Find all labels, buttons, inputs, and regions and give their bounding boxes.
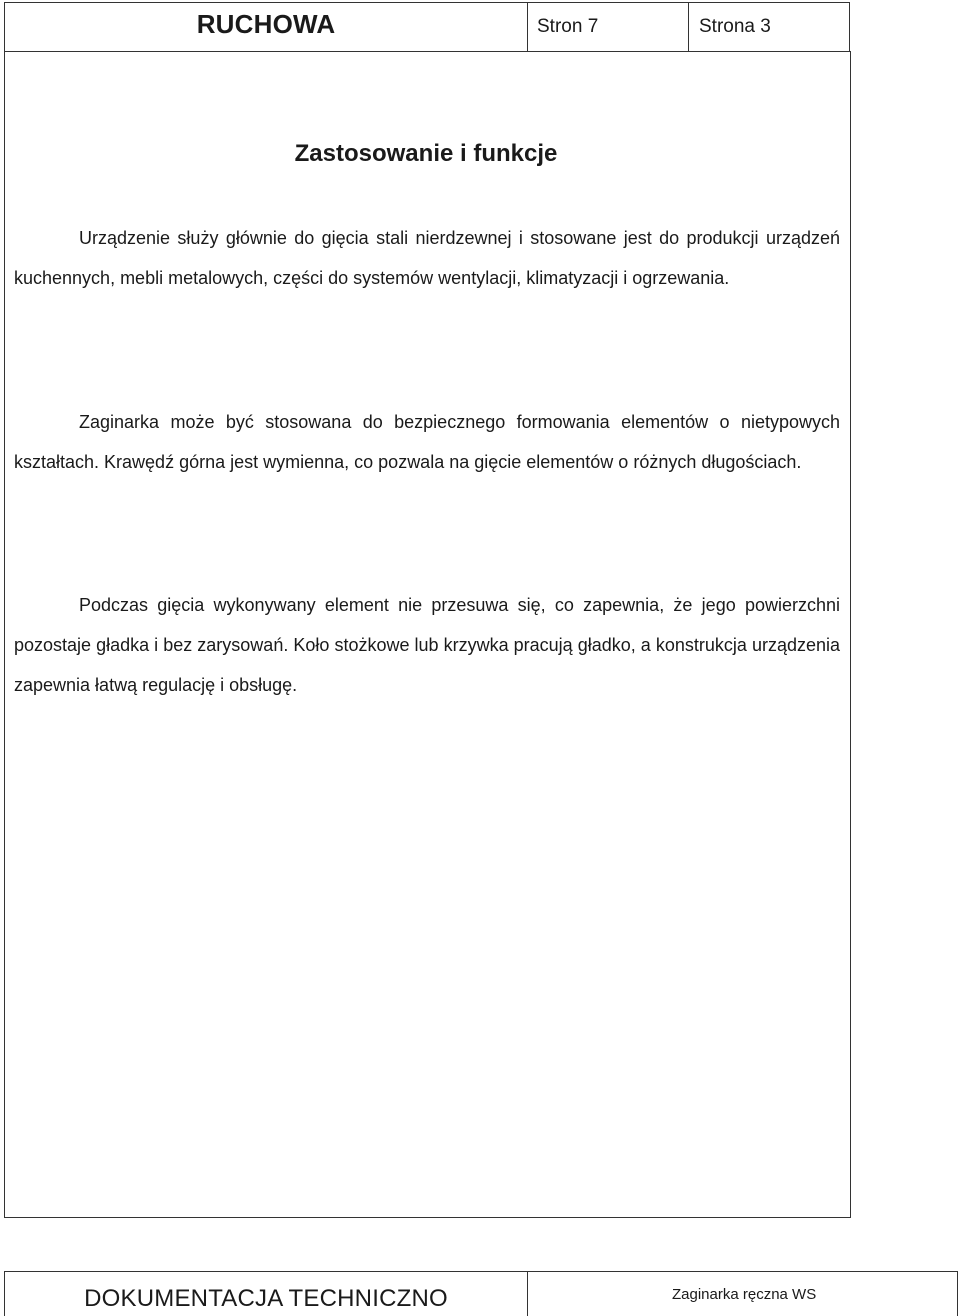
footer-document-cell <box>5 1272 528 1316</box>
document-type: DOKUMENTACJA TECHNICZNO <box>84 1285 448 1312</box>
page-header <box>4 2 850 52</box>
header-company-cell <box>5 3 528 51</box>
paragraph-forming: Zaginarka może być stosowana do bezpiecznego formowania elementów o nietypowych kształtach. Krawędź górna jest wymienna, co pozwala na gięcie elementów o różnych długościach. <box>14 412 840 472</box>
section-title: Zastosowanie i funkcje <box>294 140 558 167</box>
company-name: RUCHOWA <box>196 8 336 39</box>
footer-product-name: Zaginarka ręczna WS <box>672 1285 817 1303</box>
paragraph-operation: Podczas gięcia wykonywany element nie przesuwa się, co zapewnia, że jego powierzchni pozostaje gładka i bez zarysowań. Koło stożkowe lub krzywka pracują gładko, a konstrukcja urządzenia zapewnia łatwą regulację i obsługę. <box>14 595 840 695</box>
header-current-page: Strona 3 <box>699 16 771 37</box>
header-total-pages: Stron 7 <box>528 3 689 51</box>
page-footer <box>4 1271 958 1316</box>
paragraph-application: Urządzenie służy głównie do gięcia stali nierdzewnej i stosowane jest do produkcji urządzeń kuchennych, mebli metalowych, części do systemów wentylacji, klimatyzacji i ogrzewania. <box>14 228 840 288</box>
